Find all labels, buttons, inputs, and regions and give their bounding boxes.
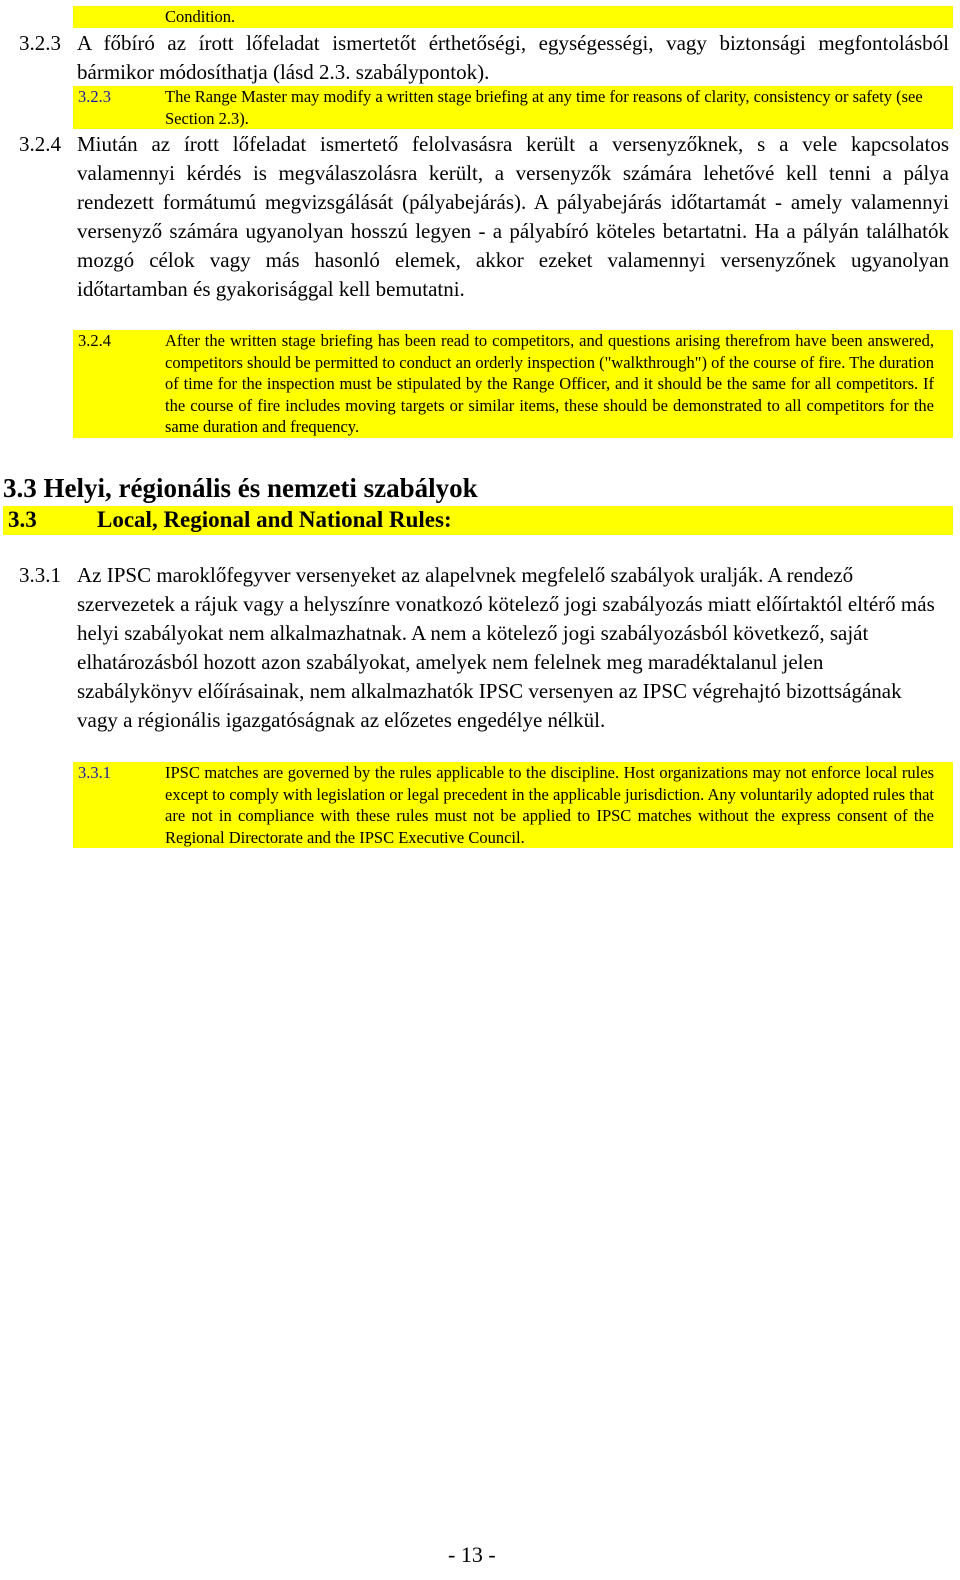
section-text-3-3-1-hu: Az IPSC maroklőfegyver versenyeket az alapelvnek megfelelő szabályok uralják. A rendező szervezetek a rájuk vagy a helyszínre vonatkozó kötelező jogi szabályozás miatt előírtaktól eltérő más helyi szabályokat nem alkalmazhatnak. A nem a kötelező jogi szabályozásból következő, saját elhatározásból hozott azon szabályokat, amelyek nem felelnek meg maradéktalanul jelen szabálykönyv előírásainak, nem alkalmazhatók IPSC versenyen az IPSC végrehajtó bizottságának vagy a régionális igazgatóságnak az előzetes engedélye nélkül.	[77, 563, 935, 732]
section-text-3-2-3-en: The Range Master may modify a written stage briefing at any time for reasons of clarity, consistency or safety (see Section 2.3).	[165, 87, 923, 128]
section-number-3-2-4-en: 3.2.4	[78, 331, 111, 350]
section-text-3-3-1-en: IPSC matches are governed by the rules applicable to the discipline. Host organizations may not enforce local rules except to comply with legislation or legal precedent in the applicable jurisdiction. Any voluntarily adopted rules that are not in compliance with these rules must not be applied to IPSC matches without the express consent of the Regional Directorate and the IPSC Executive Council.	[165, 763, 934, 847]
section-text-3-2-4-hu: Miután az írott lőfeladat ismertető felolvasásra került a versenyzőknek, s a vele kapcsolatos valamennyi kérdés is megválaszolásra került, a versenyzők számára lehetővé kell tenni a pálya rendezett formátumú megvizsgálását (pályabejárás). A pályabejárás időtartamát - amely valamennyi versenyző számára ugyanolyan hosszú legyen - a pályabíró köteles betartatni. Ha a pályán találhatók mozgó célok vagy más hasonló elemek, akkor ezeket valamennyi versenyzőnek ugyanolyan időtartamban és gyakorisággal kell bemutatni.	[77, 132, 949, 301]
page-number: - 13 -	[448, 1542, 496, 1567]
section-number-3-3-1-en: 3.3.1	[78, 763, 111, 782]
section-number-3-2-4-hu: 3.2.4	[19, 132, 61, 156]
heading-3-3-en-number: 3.3	[8, 507, 37, 532]
condition-text: Condition.	[165, 7, 236, 26]
section-number-3-2-3-en: 3.2.3	[78, 87, 111, 106]
section-text-3-2-4-en: After the written stage briefing has been read to competitors, and questions arising therefrom have been answered, competitors should be permitted to conduct an orderly inspection ("walkthrough") of the course of fire. The duration of time for the inspection must be stipulated by the Range Officer, and it should be the same for all competitors. If the course of fire includes moving targets or similar items, these should be demonstrated to all competitors for the same duration and frequency.	[165, 331, 934, 437]
section-text-3-2-3-hu: A főbíró az írott lőfeladat ismertetőt érthetőségi, egységességi, vagy biztonsági megfontolásból bármikor módosíthatja (lásd 2.3. szabálypontok).	[77, 31, 949, 84]
section-number-3-3-1-hu: 3.3.1	[19, 563, 61, 587]
heading-3-3-hu: 3.3 Helyi, régionális és nemzeti szabályok	[3, 473, 478, 503]
heading-3-3-en-title: Local, Regional and National Rules:	[97, 507, 452, 532]
section-number-3-2-3-hu: 3.2.3	[19, 31, 61, 55]
